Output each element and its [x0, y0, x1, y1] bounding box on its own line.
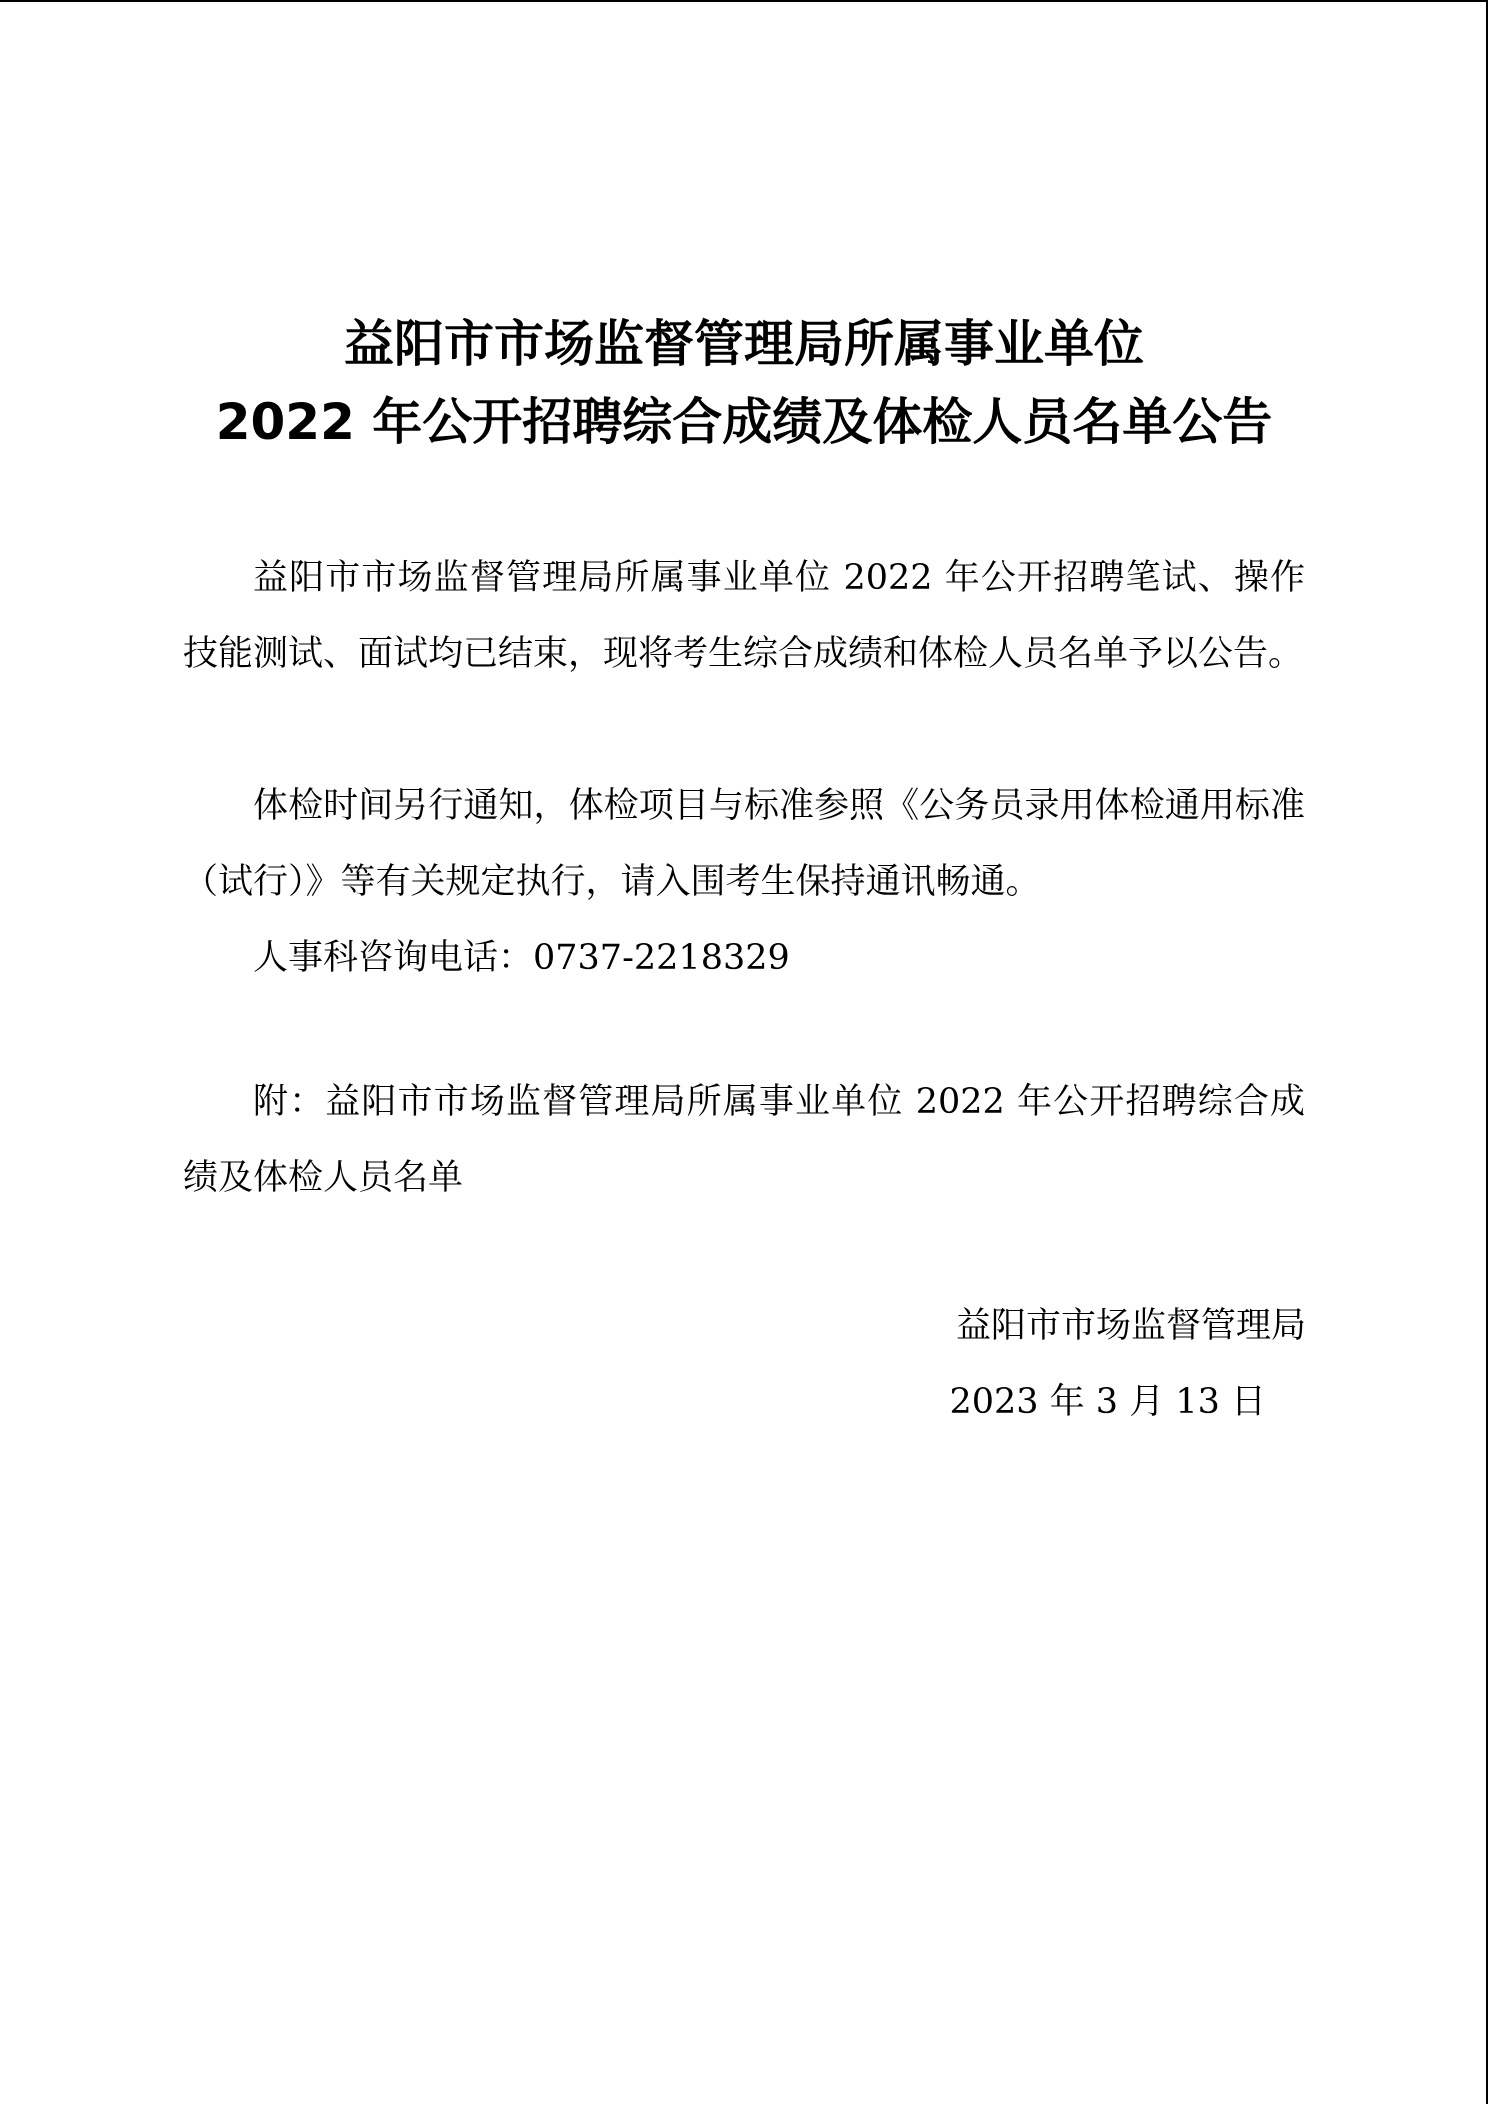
document-title-line1: 益阳市市场监督管理局所属事业单位 [344, 315, 1144, 373]
contact-phone-text: 人事科咨询电话：0737-2218329 [253, 938, 790, 978]
page-top-border [0, 0, 1488, 2]
body-paragraph-results [183, 540, 1305, 692]
attachment-text: 附：益阳市市场监督管理局所属事业单位 2022 年公开招聘综合成绩及体检人员名单 [183, 1082, 1305, 1198]
body-paragraph-contact [183, 920, 1305, 996]
body-paragraph-medical-exam [183, 768, 1305, 920]
document-title-line2: 2022 年公开招聘综合成绩及体检人员名单公告 [215, 393, 1273, 451]
signature-organization: 益阳市市场监督管理局 [955, 1306, 1306, 1346]
paragraph-results-text: 益阳市市场监督管理局所属事业单位 2022 年公开招聘笔试、操作技能测试、面试均已结束，现将考生综合成绩和体检人员名单予以公告。 [183, 558, 1305, 674]
body-paragraph-attachment [183, 1064, 1305, 1216]
signature-date: 2023 年 3 月 13 日 [949, 1382, 1266, 1422]
paragraph-medical-exam-text: 体检时间另行通知，体检项目与标准参照《公务员录用体检通用标准（试行）》等有关规定执行，请入围考生保持通讯畅通。 [183, 786, 1305, 902]
